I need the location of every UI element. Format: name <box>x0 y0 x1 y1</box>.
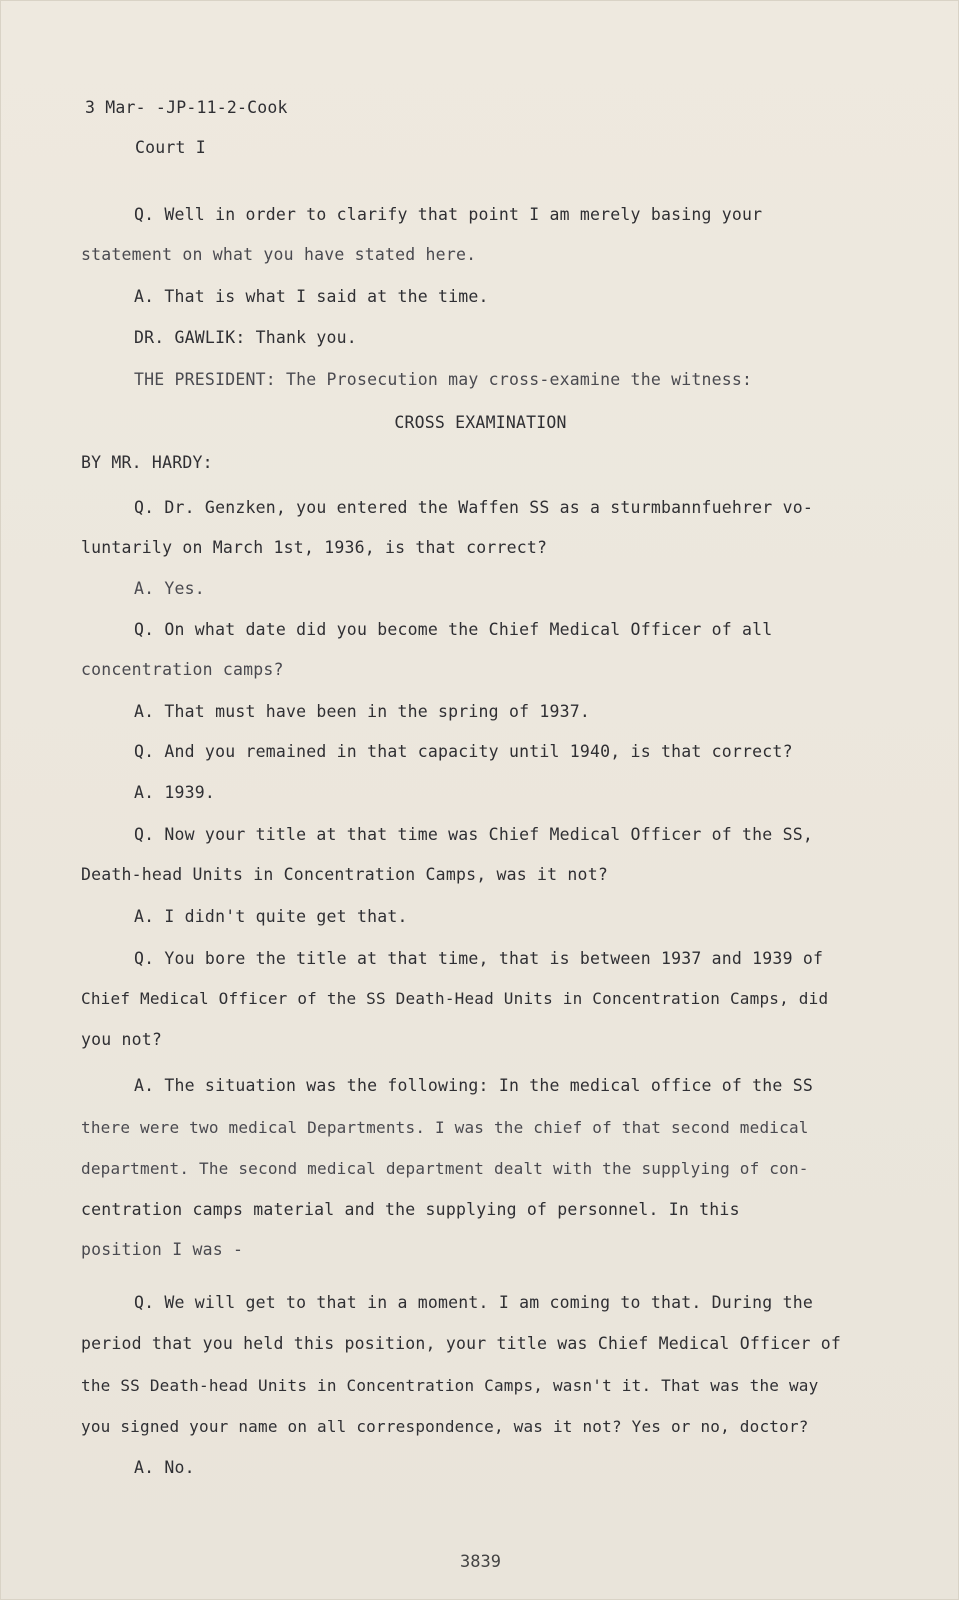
transcript-line: DR. GAWLIK: Thank you. <box>134 328 357 347</box>
transcript-line: concentration camps? <box>81 660 284 679</box>
transcript-line: A. No. <box>134 1458 195 1477</box>
transcript-line: A. I didn't quite get that. <box>134 907 408 926</box>
examiner-label: BY MR. HARDY: <box>81 453 213 472</box>
transcript-line: A. The situation was the following: In the medical office of the SS <box>134 1076 813 1095</box>
transcript-line: period that you held this position, your title was Chief Medical Officer of <box>81 1334 842 1353</box>
document-reference: 3 Mar- -JP-11-2-Cook <box>85 98 288 117</box>
transcript-line: A. That is what I said at the time. <box>134 287 489 306</box>
transcript-line: position I was - <box>81 1240 244 1259</box>
transcript-line: Q. Well in order to clarify that point I am merely basing your <box>134 205 763 224</box>
court-label: Court I <box>135 138 206 157</box>
transcript-line: Q. Now your title at that time was Chief Medical Officer of the SS, <box>134 825 813 844</box>
transcript-line: Q. We will get to that in a moment. I am coming to that. During the <box>134 1293 813 1312</box>
transcript-line: Q. On what date did you become the Chief Medical Officer of all <box>134 620 773 639</box>
transcript-line: Death-head Units in Concentration Camps, was it not? <box>81 865 608 884</box>
transcript-line: A. 1939. <box>134 783 216 802</box>
transcript-line: luntarily on March 1st, 1936, is that correct? <box>81 538 548 557</box>
section-heading: CROSS EXAMINATION <box>394 413 567 432</box>
transcript-line: THE PRESIDENT: The Prosecution may cross-examine the witness: <box>134 370 753 389</box>
transcript-line: the SS Death-head Units in Concentration Camps, wasn't it. That was the way <box>81 1376 819 1395</box>
transcript-line: Q. Dr. Genzken, you entered the Waffen SS as a sturmbannfuehrer vo- <box>134 498 813 517</box>
transcript-line: statement on what you have stated here. <box>81 245 477 264</box>
transcript-line: there were two medical Departments. I was the chief of that second medical <box>81 1118 809 1137</box>
transcript-line: centration camps material and the supplying of personnel. In this <box>81 1200 740 1219</box>
transcript-line: Q. You bore the title at that time, that is between 1937 and 1939 of <box>134 949 824 968</box>
transcript-line: Chief Medical Officer of the SS Death-Head Units in Concentration Camps, did <box>81 989 829 1008</box>
transcript-line: A. Yes. <box>134 579 205 598</box>
transcript-line: you signed your name on all correspondence, was it not? Yes or no, doctor? <box>81 1417 809 1436</box>
transcript-line: department. The second medical department dealt with the supplying of con- <box>81 1159 809 1178</box>
transcript-line: A. That must have been in the spring of 1937. <box>134 702 591 721</box>
transcript-line: Q. And you remained in that capacity until 1940, is that correct? <box>134 742 793 761</box>
page-number: 3839 <box>460 1552 501 1572</box>
transcript-line: you not? <box>81 1030 163 1049</box>
